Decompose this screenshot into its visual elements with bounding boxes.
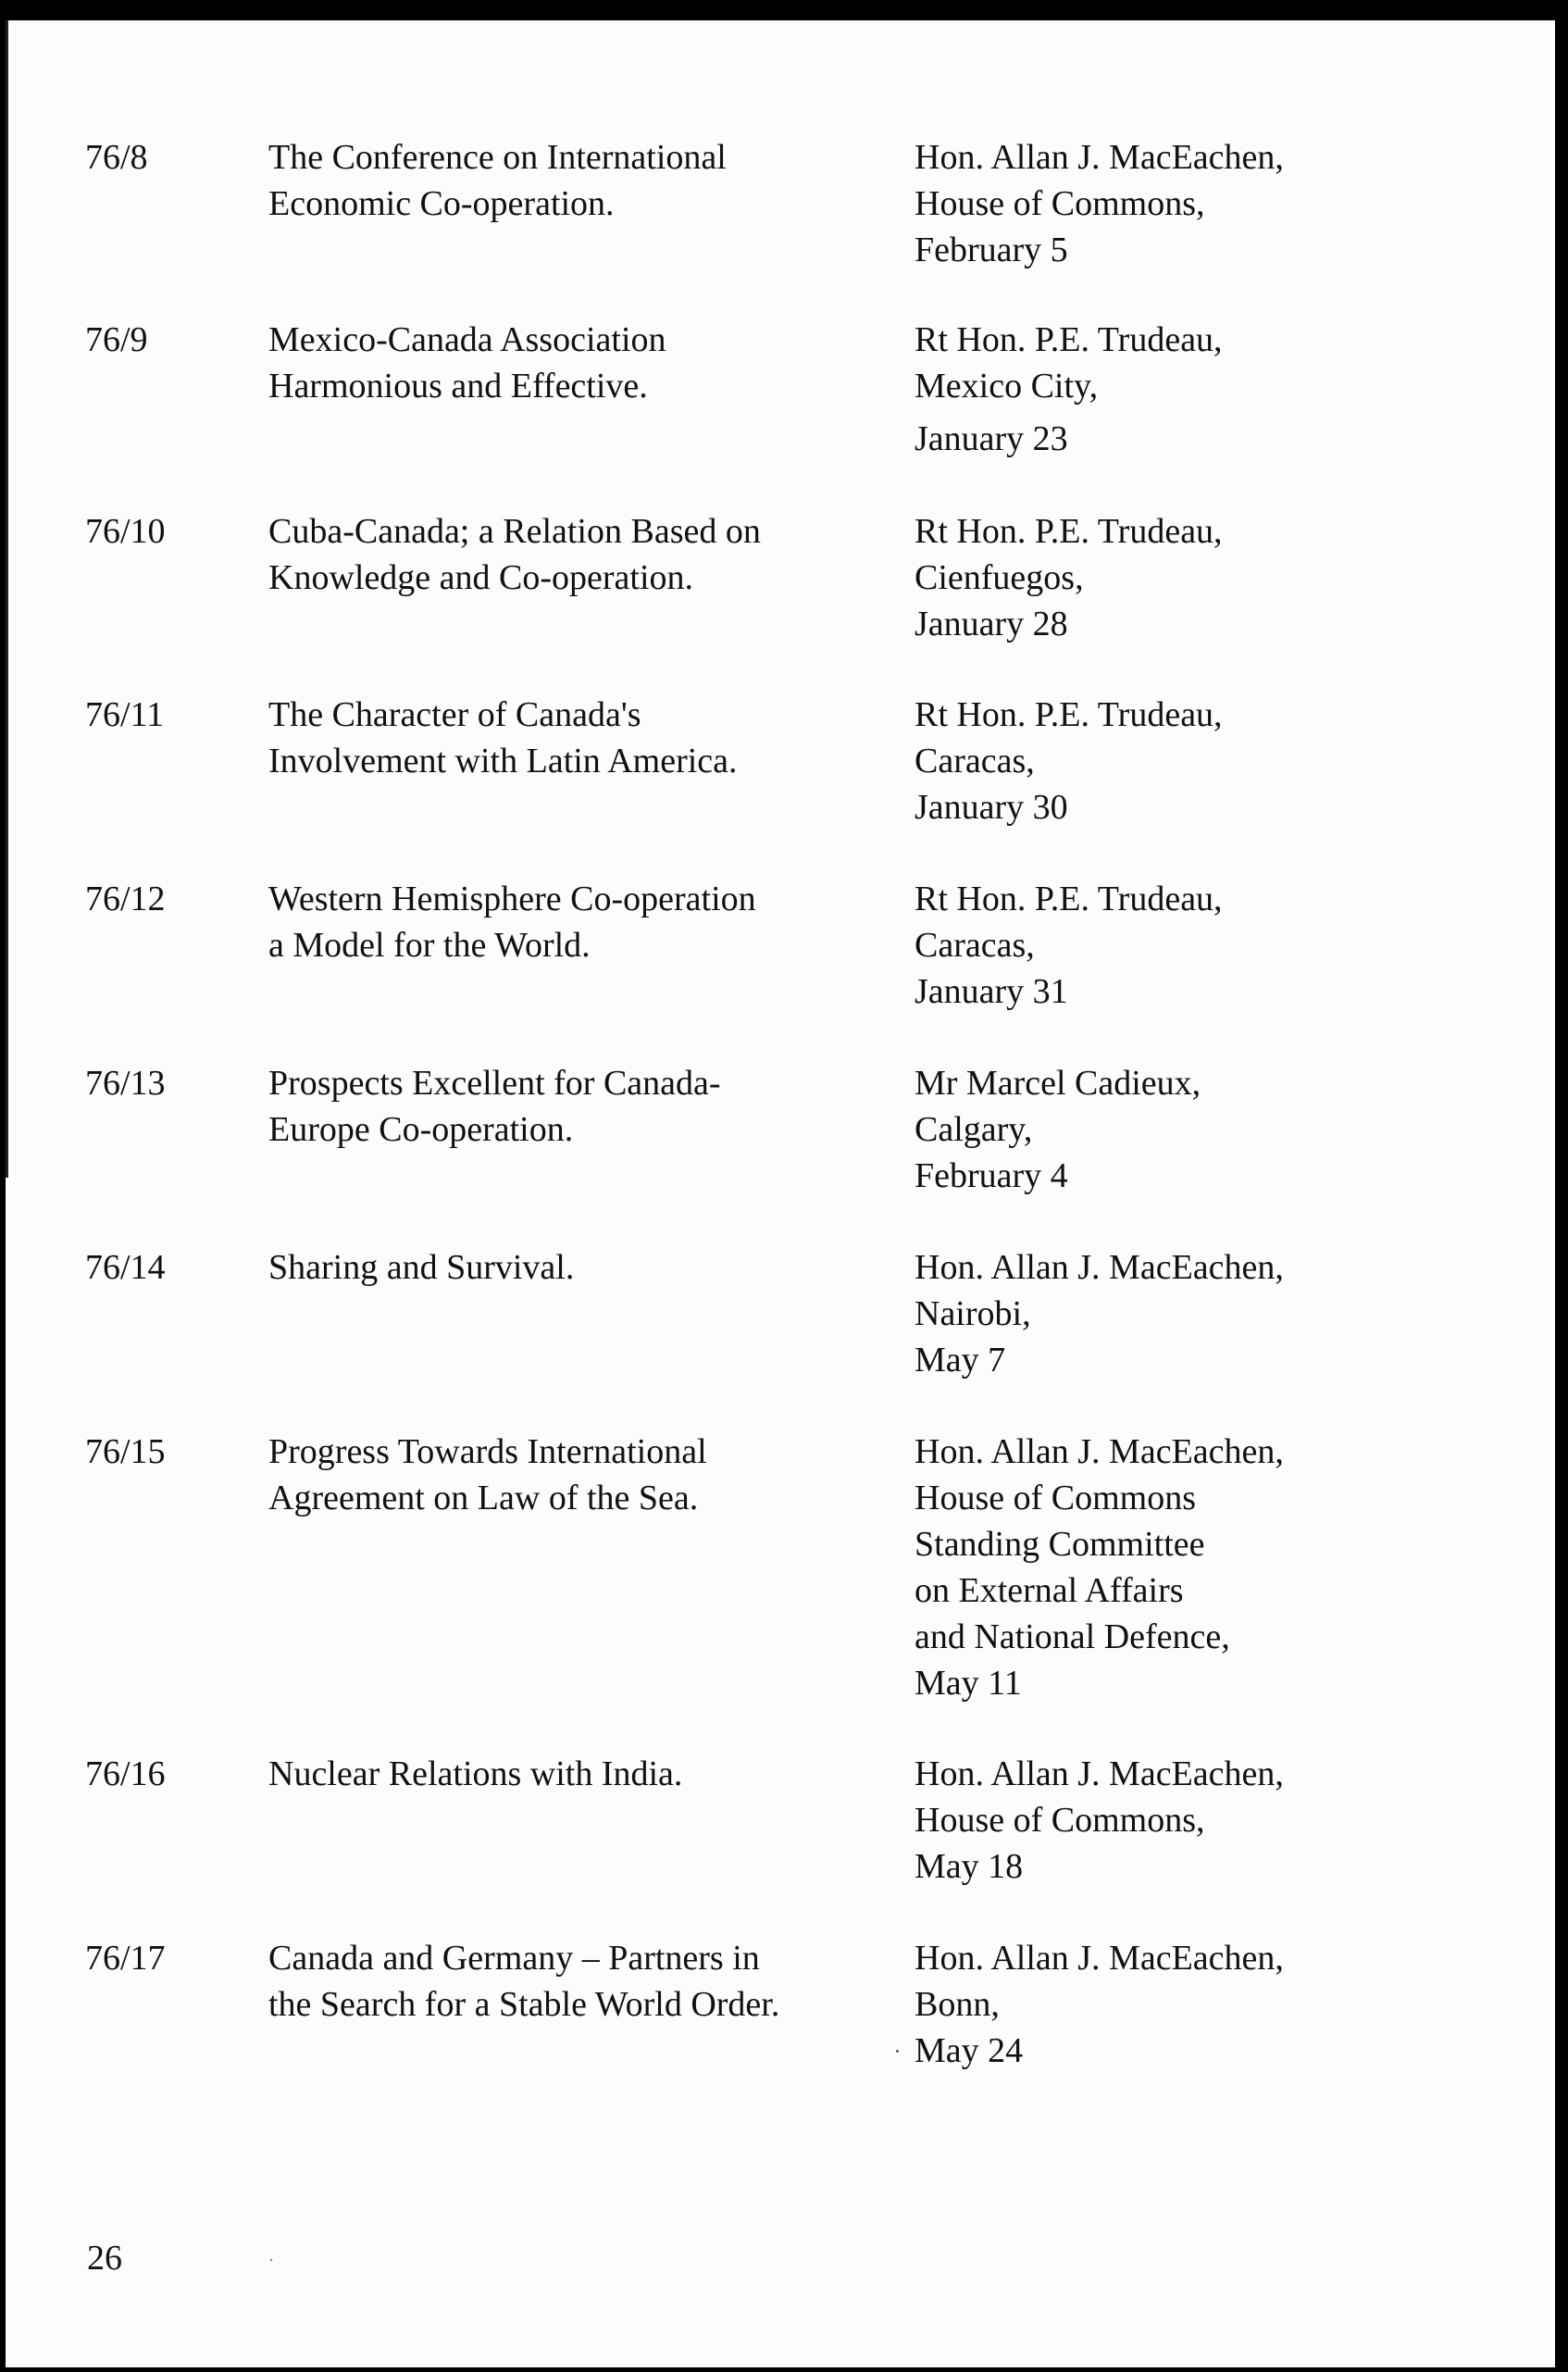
attribution-line: Hon. Allan J. MacEachen, xyxy=(915,1248,1284,1287)
title-line: Prospects Excellent for Canada- xyxy=(268,1064,721,1103)
entry-attribution xyxy=(915,1060,1201,1199)
title-line: Nuclear Relations with India. xyxy=(268,1754,683,1793)
entry-title xyxy=(268,1060,721,1153)
attribution-line: Hon. Allan J. MacEachen, xyxy=(915,1432,1284,1471)
attribution-line: on External Affairs xyxy=(915,1571,1184,1610)
attribution-line: Mexico City, xyxy=(915,367,1099,406)
title-line: Knowledge and Co-operation. xyxy=(268,558,694,597)
entry-attribution xyxy=(915,317,1223,462)
title-line: Economic Co-operation. xyxy=(268,184,615,223)
ink-speck xyxy=(896,2050,899,2053)
attribution-line: Standing Committee xyxy=(915,1525,1205,1564)
entry-number: 76/14 xyxy=(85,1248,166,1287)
attribution-line: February 4 xyxy=(915,1156,1068,1195)
attribution-line: Hon. Allan J. MacEachen, xyxy=(915,1754,1284,1793)
title-line: Europe Co-operation. xyxy=(268,1110,574,1149)
entry-number: 76/10 xyxy=(85,512,166,551)
attribution-line: and National Defence, xyxy=(915,1617,1230,1656)
attribution-line: Cienfuegos, xyxy=(915,558,1084,597)
attribution-line: January 31 xyxy=(915,972,1068,1011)
title-line: a Model for the World. xyxy=(268,926,591,965)
title-line: Progress Towards International xyxy=(268,1432,707,1471)
entry-title xyxy=(268,692,738,784)
title-line: Agreement on Law of the Sea. xyxy=(268,1479,699,1517)
entry-title xyxy=(268,134,727,227)
entry-attribution xyxy=(915,692,1223,830)
entry-attribution xyxy=(915,876,1223,1015)
entry-title xyxy=(268,508,761,601)
attribution-line: May 7 xyxy=(915,1341,1006,1380)
attribution-line: May 11 xyxy=(915,1664,1022,1703)
attribution-line: House of Commons, xyxy=(915,1801,1205,1840)
title-line: the Search for a Stable World Order. xyxy=(268,1985,780,2024)
entry-attribution xyxy=(915,1935,1284,2074)
entry-attribution xyxy=(915,1244,1284,1383)
entry-number: 76/9 xyxy=(85,320,148,359)
title-line: Involvement with Latin America. xyxy=(268,742,738,780)
ink-speck xyxy=(270,2259,272,2261)
attribution-line: Nairobi, xyxy=(915,1294,1031,1333)
attribution-line: Rt Hon. P.E. Trudeau, xyxy=(915,880,1223,918)
attribution-line: Mr Marcel Cadieux, xyxy=(915,1064,1201,1103)
attribution-line: Rt Hon. P.E. Trudeau, xyxy=(915,695,1223,734)
attribution-line: Hon. Allan J. MacEachen, xyxy=(915,1939,1284,1978)
attribution-line: Hon. Allan J. MacEachen, xyxy=(915,138,1284,177)
attribution-line: Rt Hon. P.E. Trudeau, xyxy=(915,512,1223,551)
entry-number: 76/13 xyxy=(85,1064,166,1103)
entry-title xyxy=(268,317,666,409)
entry-title xyxy=(268,1935,779,2028)
attribution-line: Calgary, xyxy=(915,1110,1033,1149)
page-number: 26 xyxy=(87,2239,122,2278)
title-line: Canada and Germany – Partners in xyxy=(268,1939,760,1978)
entry-number: 76/15 xyxy=(85,1432,166,1471)
title-line: Mexico-Canada Association xyxy=(268,320,666,359)
entry-number: 76/12 xyxy=(85,880,166,918)
paper-sheet xyxy=(6,20,1555,2367)
entry-attribution xyxy=(915,1429,1284,1706)
attribution-line: May 24 xyxy=(915,2031,1024,2070)
entry-title xyxy=(268,876,756,968)
entry-number: 76/16 xyxy=(85,1754,166,1793)
title-line: Western Hemisphere Co-operation xyxy=(268,880,756,918)
title-line: The Character of Canada's xyxy=(268,695,641,734)
attribution-line: Bonn, xyxy=(915,1985,1000,2024)
attribution-line: January 28 xyxy=(915,605,1068,643)
title-line: Cuba-Canada; a Relation Based on xyxy=(268,512,761,551)
entry-attribution xyxy=(915,134,1284,273)
title-line: Harmonious and Effective. xyxy=(268,367,648,406)
entry-number: 76/17 xyxy=(85,1939,166,1978)
attribution-line: House of Commons xyxy=(915,1479,1196,1517)
entry-number: 76/8 xyxy=(85,138,148,177)
attribution-line: Caracas, xyxy=(915,926,1035,965)
left-margin-rule xyxy=(6,20,8,1178)
attribution-line: House of Commons, xyxy=(915,184,1205,223)
entry-title xyxy=(268,1429,707,1521)
title-line: Sharing and Survival. xyxy=(268,1248,575,1287)
entry-attribution xyxy=(915,508,1223,647)
entry-attribution xyxy=(915,1751,1284,1890)
attribution-line: January 30 xyxy=(915,788,1068,827)
attribution-line: Caracas, xyxy=(915,742,1035,780)
attribution-line: May 18 xyxy=(915,1847,1024,1886)
title-line: The Conference on International xyxy=(268,138,727,177)
entry-title xyxy=(268,1751,682,1797)
entry-title xyxy=(268,1244,574,1291)
attribution-line: January 23 xyxy=(915,419,1068,458)
entry-number: 76/11 xyxy=(85,695,165,734)
attribution-line: February 5 xyxy=(915,231,1068,269)
attribution-line: Rt Hon. P.E. Trudeau, xyxy=(915,320,1223,359)
